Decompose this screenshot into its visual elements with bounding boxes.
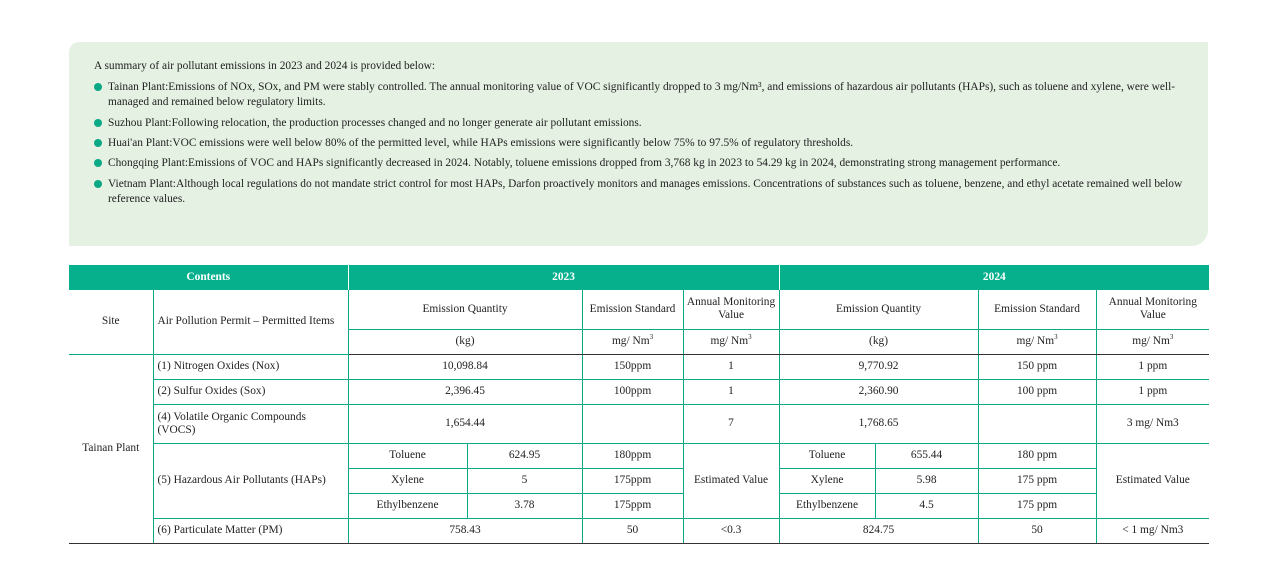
summary-list [94,80,1190,207]
header-site: Site [69,290,153,354]
emissions-table [69,265,1209,544]
table-row: (6) Particulate Matter (PM) 758.43 50 <0.3 824.75 50 < 1 mg/ Nm3 [69,518,1209,543]
header-emission-std-2023: Emission Standard [582,290,683,329]
table-row: Tainan Plant (1) Nitrogen Oxides (Nox) 10,098.84 150ppm 1 9,770.92 150 ppm 1 ppm [69,354,1209,379]
header-emission-qty-2023: Emission Quantity [348,290,582,329]
summary-item-tainan: Tainan Plant:Emissions of NOx, SOx, and PM were stably controlled. The annual monitoring value of VOC significantly dropped to 3 mg/Nm³, and emissions of hazardous air pollutants (HAPs), such as toluene and xylene, were well-managed and remained below regulatory limits. [94,80,1190,110]
bullet-icon [94,159,102,167]
site-tainan: Tainan Plant [69,354,153,543]
header-contents: Contents [69,265,348,290]
unit-mg-std-2024: mg/ Nm$^3$ [978,329,1096,354]
bullet-icon [94,180,102,188]
unit-kg-2023: (kg) [348,329,582,354]
header-annual-2024: Annual Monitoring Value [1096,290,1209,329]
summary-item-chongqing: Chongqing Plant:Emissions of VOC and HAPs significantly decreased in 2024. Notably, toluene emissions dropped from 3,768 kg in 2023 to 54.29 kg in 2024, demonstrating strong management performance. [94,156,1190,171]
bullet-icon [94,119,102,127]
bullet-icon [94,139,102,147]
summary-panel [69,42,1208,246]
header-emission-std-2024: Emission Standard [978,290,1096,329]
header-annual-2023: Annual Monitoring Value [683,290,779,329]
header-2023: 2023 [348,265,779,290]
unit-mg-std-2023: mg/ Nm$^3$ [582,329,683,354]
summary-item-suzhou: Suzhou Plant:Following relocation, the production processes changed and no longer generate air pollutant emissions. [94,116,1190,131]
table-row: (2) Sulfur Oxides (Sox) 2,396.45 100ppm 1 2,360.90 100 ppm 1 ppm [69,379,1209,404]
header-items: Air Pollution Permit – Permitted Items [153,290,348,354]
table-subheader-row [69,290,1209,329]
unit-kg-2024: (kg) [779,329,978,354]
bullet-icon [94,83,102,91]
summary-item-huaian: Huai'an Plant:VOC emissions were well below 80% of the permitted level, while HAPs emissions were significantly below 75% to 97.5% of regulatory thresholds. [94,136,1190,151]
table-row: (4) Volatile Organic Compounds (VOCS) 1,654.44 7 1,768.65 3 mg/ Nm3 [69,404,1209,443]
summary-item-vietnam: Vietnam Plant:Although local regulations do not mandate strict control for most HAPs, Darfon proactively monitors and manages emissions. Concentrations of substances such as toluene, benzene, and ethyl acetate remained well below reference values. [94,177,1190,207]
table-row: Ethylbenzene 3.78 175ppm Ethylbenzene 4.5 175 ppm [69,493,1209,518]
table-row: Xylene 5 175ppm Xylene 5.98 175 ppm [69,468,1209,493]
table-header-row [69,265,1209,290]
table-row: (5) Hazardous Air Pollutants (HAPs) Toluene 624.95 180ppm Estimated Value Toluene 655.44 180 ppm Estimated Value [69,443,1209,468]
unit-mg-annual-2024: mg/ Nm$^3$ [1096,329,1209,354]
summary-intro: A summary of air pollutant emissions in 2023 and 2024 is provided below: [94,60,436,72]
header-2024: 2024 [779,265,1209,290]
header-emission-qty-2024: Emission Quantity [779,290,978,329]
unit-mg-annual-2023: mg/ Nm$^3$ [683,329,779,354]
